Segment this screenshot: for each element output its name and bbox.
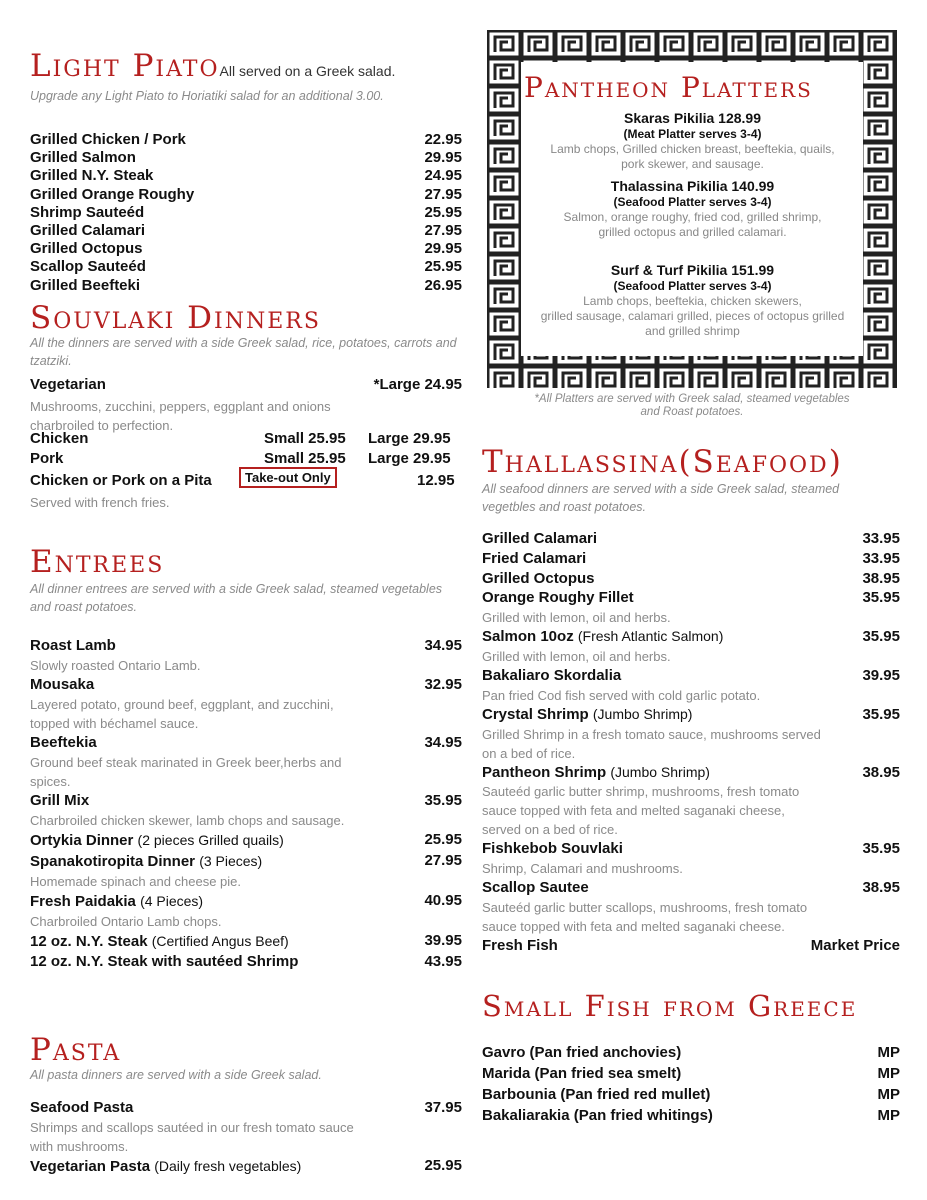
menu-item (482, 1084, 900, 1105)
item-name (30, 1098, 133, 1118)
item-title: 12 oz. N.Y. Steak (30, 933, 148, 950)
item-price: 22.95 (424, 131, 462, 148)
item-title: Grilled Orange Roughy (30, 185, 195, 203)
item-price: 27.95 (424, 222, 462, 240)
platters-footnote (487, 393, 897, 419)
platter-item (520, 262, 865, 339)
item-title: Gavro (Pan fried anchovies) (482, 1044, 682, 1061)
item-description: Grilled Shrimp in a fresh tomato sauce, mushrooms served on a bed of rice. (482, 726, 821, 761)
item-title: Marida (Pan fried sea smelt) (482, 1065, 682, 1082)
item-name (482, 588, 634, 608)
menu-item (30, 204, 462, 222)
item-title: Crystal Shrimp (482, 705, 589, 723)
platter-desc: Lamb chops, beeftekia, chicken skewers, (583, 294, 802, 308)
souvlaki-title: Souvlaki Dinners (30, 300, 321, 336)
item-name (30, 167, 153, 185)
item-price: 35.95 (862, 705, 900, 723)
item-description: Shrimp, Calamari and mushrooms. (482, 861, 683, 877)
item-title: Grilled Calamari (482, 530, 598, 547)
item-description: Charbroiled Ontario Lamb chops. (30, 914, 222, 929)
item-name (482, 569, 595, 589)
item-note: (Jumbo Shrimp) (610, 763, 710, 780)
item-price: MP (877, 1065, 900, 1082)
item-price: MP (877, 1086, 900, 1103)
item-title: 12 oz. N.Y. Steak with sautéed Shrimp (30, 953, 299, 970)
item-price: 40.95 (424, 892, 462, 909)
item-title: Beeftekia (30, 734, 97, 751)
item-name (30, 636, 116, 656)
light-piato-section (30, 50, 462, 295)
pasta-note: All pasta dinners are served with a side Greek salad. (30, 1068, 322, 1082)
seafood-list (482, 529, 900, 956)
platter-desc: and grilled shrimp (645, 324, 740, 338)
item-title: Grilled N.Y. Steak (30, 167, 154, 185)
light-piato-title (30, 50, 462, 87)
item-name (482, 1105, 713, 1126)
item-name (30, 258, 146, 276)
platter-desc: pork skewer, and sausage. (621, 157, 764, 171)
item-name (30, 891, 203, 912)
item-title: Scallop Sautee (482, 879, 589, 897)
menu-item (30, 1156, 462, 1177)
entrees-list (30, 636, 462, 972)
platter-desc: grilled sausage, calamari grilled, pieces of octopus grilled (540, 309, 845, 323)
souvlaki-chicken: Chicken (30, 430, 89, 447)
menu-item (30, 167, 462, 185)
item-price: 37.95 (424, 1099, 462, 1116)
item-description: Shrimps and scallops sautéed in our fresh tomato sauce with mushrooms. (30, 1120, 354, 1154)
souvlaki-section (30, 302, 462, 370)
item-name (30, 791, 89, 811)
light-piato-heading: Light Piato (30, 48, 220, 84)
item-title: Orange Roughy Fillet (482, 589, 634, 607)
seafood-section (482, 446, 900, 516)
seafood-title: Thallassina(Seafood) (482, 444, 843, 480)
item-note: (Certified Angus Beef) (151, 933, 289, 949)
souvlaki-chicken-large: Large 29.95 (368, 430, 451, 447)
menu-item (482, 1105, 900, 1126)
menu-item (482, 569, 900, 589)
item-name (30, 952, 298, 972)
item-title: Bakaliaro Skordalia (482, 666, 622, 684)
item-price: 38.95 (862, 763, 900, 781)
item-name: Vegetarian (30, 376, 106, 393)
item-name (482, 839, 623, 859)
item-title: Grilled Octopus (30, 240, 143, 258)
item-note: (3 Pieces) (199, 853, 263, 869)
item-title: Scallop Sauteéd (30, 258, 146, 276)
item-price: 43.95 (424, 953, 462, 970)
item-title: Salmon 10oz (482, 628, 574, 646)
item-description: Grilled with lemon, oil and herbs. (482, 610, 671, 626)
souvlaki-list (30, 376, 462, 435)
menu-item (482, 549, 900, 569)
platter-serves: (Seafood Platter serves 3-4) (613, 279, 772, 293)
souvlaki-pork: Pork (30, 450, 64, 467)
item-note: (2 pieces Grilled quails) (137, 832, 284, 848)
item-title: Roast Lamb (30, 637, 116, 654)
item-price: Market Price (810, 936, 900, 954)
menu-item (482, 1042, 900, 1063)
item-price: 25.95 (424, 1157, 462, 1174)
entrees-note: All dinner entrees are served with a side Greek salad, steamed vegetables and roast potatoes. (30, 582, 443, 614)
item-note: (Fresh Atlantic Salmon) (577, 628, 724, 645)
item-price: 25.95 (424, 203, 462, 221)
item-price: 27.95 (424, 185, 462, 203)
take-out-badge: Take-out Only (239, 467, 337, 488)
footnote-line-1: *All Platters are served with Greek salad, steamed vegetables (534, 393, 850, 405)
item-title: Bakaliarakia (Pan fried whitings) (482, 1107, 713, 1124)
item-description: Slowly roasted Ontario Lamb. (30, 658, 201, 673)
item-price: 26.95 (424, 276, 462, 294)
item-price: 29.95 (424, 149, 462, 167)
item-title: Seafood Pasta (30, 1099, 134, 1116)
item-note: (Jumbo Shrimp) (592, 705, 693, 722)
entrees-title: Entrees (30, 544, 165, 580)
item-name (482, 1042, 681, 1063)
light-piato-list (30, 131, 462, 295)
item-name (30, 240, 143, 258)
item-price: *Large 24.95 (373, 376, 462, 393)
menu-item (30, 931, 462, 952)
item-price: MP (877, 1044, 900, 1061)
item-price: 35.95 (424, 792, 462, 809)
menu-item (482, 627, 900, 647)
platter-serves: (Seafood Platter serves 3-4) (613, 195, 772, 209)
item-title: Mousaka (30, 676, 95, 693)
menu-item (482, 839, 900, 859)
menu-item (482, 666, 900, 686)
item-price: 34.95 (424, 637, 462, 654)
souvlaki-note: All the dinners are served with a side Greek salad, rice, potatoes, carrots and tzatziki. (30, 336, 457, 368)
pasta-list (30, 1098, 462, 1177)
item-name (482, 666, 621, 686)
item-name (30, 186, 194, 204)
item-description: Pan fried Cod fish served with cold garlic potato. (482, 687, 761, 703)
item-description: Layered potato, ground beef, eggplant, and zucchini, topped with béchamel sauce. (30, 697, 334, 731)
menu-item (482, 1063, 900, 1084)
menu-item (30, 131, 462, 149)
item-name (30, 204, 144, 222)
menu-item (30, 791, 462, 811)
platter-desc: Salmon, orange roughy, fried cod, grilled shrimp, (563, 210, 822, 224)
platter-title: Thalassina Pikilia 140.99 (610, 178, 775, 194)
item-name (30, 131, 186, 149)
item-name (482, 878, 589, 898)
item-description: Grilled with lemon, oil and herbs. (482, 648, 671, 664)
item-price: 29.95 (424, 240, 462, 258)
item-title: Grilled Chicken / Pork (30, 131, 186, 148)
souvlaki-pita-price: 12.95 (417, 472, 455, 489)
item-name (482, 705, 692, 725)
menu-item (30, 277, 462, 295)
platter-item (520, 110, 865, 172)
item-price: 32.95 (424, 676, 462, 693)
platter-desc: grilled octopus and grilled calamari. (598, 225, 787, 239)
item-price: 25.95 (424, 258, 462, 276)
item-name (482, 1063, 681, 1084)
item-price: 25.95 (424, 831, 462, 848)
menu-item (30, 675, 462, 695)
souvlaki-pita-desc: Served with french fries. (30, 495, 170, 510)
item-name (30, 851, 262, 872)
menu-item (482, 705, 900, 725)
small-fish-list (482, 1042, 900, 1126)
menu-item (30, 240, 462, 258)
souvlaki-pork-large: Large 29.95 (368, 450, 451, 467)
souvlaki-pita: Chicken or Pork on a Pita (30, 472, 212, 489)
item-description: Mushrooms, zucchini, peppers, eggplant and onions charbroiled to perfection. (30, 399, 331, 433)
item-price: MP (877, 1107, 900, 1124)
item-price: 33.95 (862, 549, 900, 567)
item-title: Fishkebob Souvlaki (482, 840, 623, 858)
menu-item (482, 878, 900, 898)
menu-item (30, 376, 462, 394)
menu-item (482, 588, 900, 608)
item-name (30, 675, 94, 695)
platter-desc: Lamb chops, Grilled chicken breast, beeftekia, quails, (550, 142, 835, 156)
item-name (30, 277, 140, 295)
item-title: Grill Mix (30, 792, 90, 809)
platters-title: Pantheon Platters (524, 71, 813, 104)
platter-title: Skaras Pikilia 128.99 (624, 110, 761, 126)
menu-item (30, 733, 462, 753)
item-title: Grilled Calamari (30, 222, 146, 240)
item-title: Barbounia (Pan fried red mullet) (482, 1086, 711, 1103)
menu-item (30, 1098, 462, 1118)
item-note: (Daily fresh vegetables) (154, 1158, 302, 1174)
item-name (30, 830, 284, 851)
item-title: Pantheon Shrimp (482, 763, 607, 781)
item-description: Ground beef steak marinated in Greek beer,herbs and spices. (30, 755, 342, 789)
menu-item (30, 222, 462, 240)
item-price: 35.95 (862, 589, 900, 607)
item-name (30, 733, 97, 753)
menu-item (30, 149, 462, 167)
pasta-title: Pasta (30, 1032, 122, 1068)
item-price: 34.95 (424, 734, 462, 751)
item-description: Sauteéd garlic butter shrimp, mushrooms, fresh tomato sauce topped with feta and melted saganaki cheese, served on a bed of rice. (482, 784, 800, 838)
item-note: (4 Pieces) (140, 893, 204, 909)
item-description: Sauteéd garlic butter scallops, mushrooms, fresh tomato sauce topped with feta and melted saganaki cheese. (482, 899, 808, 934)
item-name (482, 549, 586, 569)
entrees-section (30, 546, 462, 616)
platter-title: Surf & Turf Pikilia 151.99 (610, 262, 775, 278)
item-name (30, 149, 136, 167)
platter-item (520, 178, 865, 240)
item-price: 33.95 (862, 530, 900, 547)
item-title: Spanakotiropita Dinner (30, 853, 196, 870)
item-title: Vegetarian Pasta (30, 1158, 151, 1175)
item-title: Grilled Salmon (30, 149, 136, 167)
item-description: Charbroiled chicken skewer, lamb chops and sausage. (30, 813, 345, 828)
item-price: 35.95 (862, 840, 900, 858)
souvlaki-chicken-small: Small 25.95 (264, 430, 346, 447)
light-piato-subtitle: All served on a Greek salad. (219, 63, 396, 79)
item-name (482, 1084, 710, 1105)
menu-item (482, 529, 900, 549)
menu-item (30, 891, 462, 912)
item-price: 38.95 (862, 569, 900, 587)
platter-serves: (Meat Platter serves 3-4) (623, 127, 762, 141)
item-price: 39.95 (424, 932, 462, 949)
menu-item (30, 952, 462, 972)
menu-item (30, 851, 462, 872)
item-description: Homemade spinach and cheese pie. (30, 874, 242, 889)
item-price: 24.95 (424, 167, 462, 185)
item-title: Ortykia Dinner (30, 832, 134, 849)
item-title: Shrimp Sauteéd (30, 203, 145, 221)
item-name (30, 931, 289, 952)
light-piato-note: Upgrade any Light Piato to Horiatiki salad for an additional 3.00. (30, 89, 384, 103)
small-fish-title: Small Fish from Greece (482, 989, 858, 1023)
item-price: 35.95 (862, 628, 900, 646)
item-name (482, 627, 723, 647)
item-title: Grilled Octopus (482, 569, 595, 587)
item-name (482, 529, 597, 549)
menu-item (30, 830, 462, 851)
souvlaki-pork-small: Small 25.95 (264, 450, 346, 467)
seafood-note: All seafood dinners are served with a side Greek salad, steamed vegetbles and roast potatoes. (482, 482, 840, 514)
item-name (30, 1156, 301, 1177)
item-name (482, 936, 558, 956)
menu-item (30, 186, 462, 204)
small-fish-section (482, 990, 900, 1022)
item-title: Fresh Fish (482, 936, 558, 954)
menu-item (482, 763, 900, 783)
item-price: 38.95 (862, 879, 900, 897)
item-title: Fresh Paidakia (30, 893, 136, 910)
footnote-line-2: and Roast potatoes. (640, 406, 744, 418)
item-name (482, 763, 710, 783)
item-price: 27.95 (424, 852, 462, 869)
item-title: Fried Calamari (482, 549, 587, 567)
item-title: Grilled Beefteki (30, 276, 141, 294)
pasta-section (30, 1034, 462, 1084)
menu-item (482, 936, 900, 956)
item-price: 39.95 (862, 666, 900, 684)
menu-item (30, 636, 462, 656)
menu-item (30, 258, 462, 276)
item-name (30, 222, 145, 240)
